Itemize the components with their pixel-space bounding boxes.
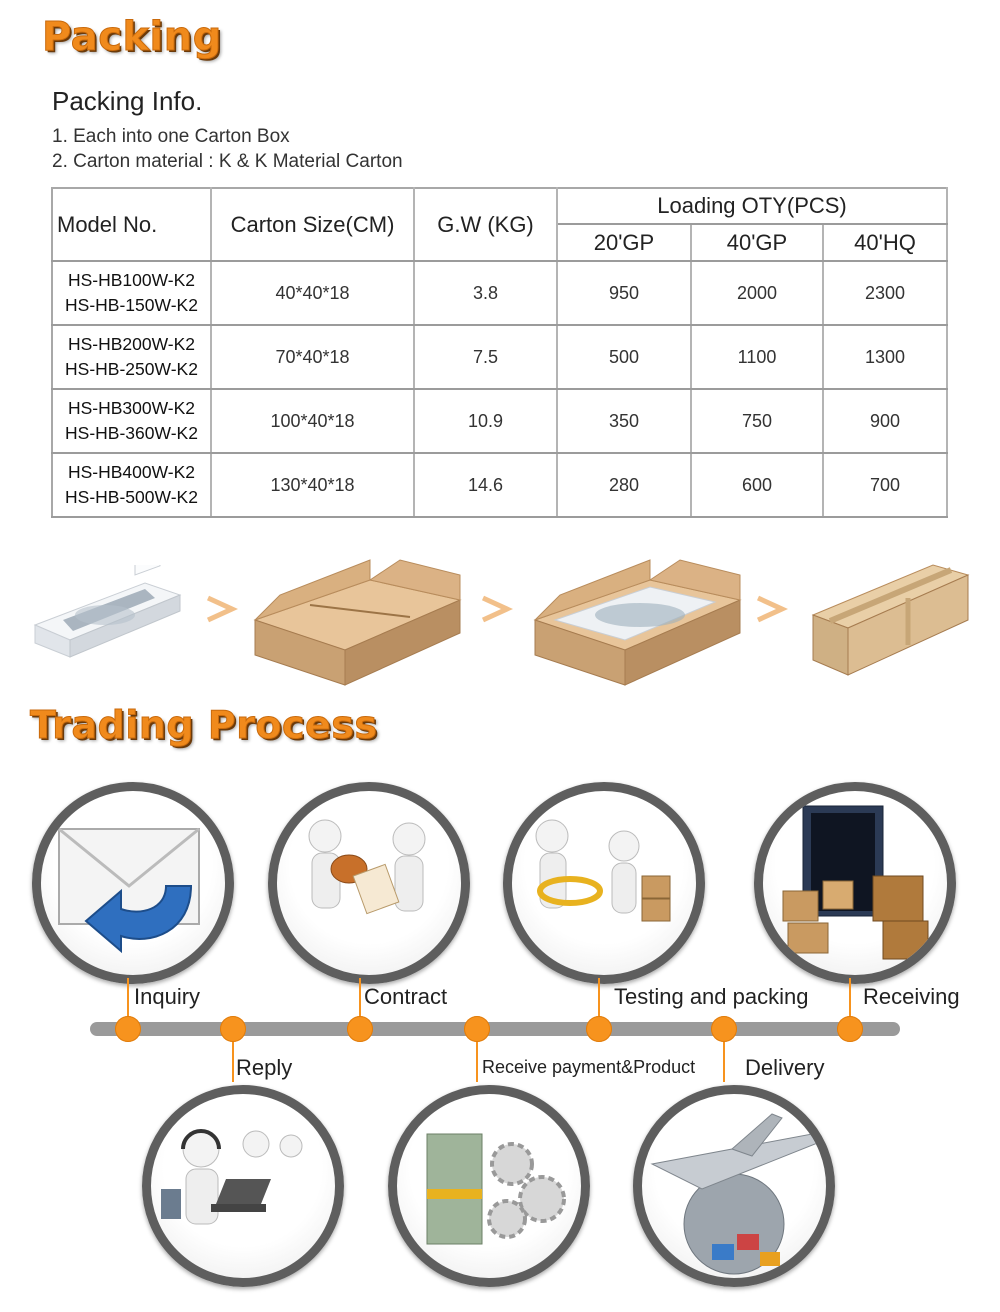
step-inquiry-label: Inquiry <box>134 984 201 1009</box>
packing-title: Packing <box>42 14 222 60</box>
envelope-icon <box>41 791 225 975</box>
model-name: HS-HB100W-K2 <box>67 270 196 290</box>
qty-20gp-cell: 950 <box>557 261 691 325</box>
table-row <box>52 389 947 453</box>
timeline-connector <box>723 1040 725 1082</box>
table-row <box>52 261 947 325</box>
chevron-right-icon <box>477 594 517 624</box>
step-reply-label: Reply <box>236 1055 293 1080</box>
timeline-bar <box>90 1022 900 1036</box>
step-contract-label: Contract <box>364 984 448 1009</box>
packing-line-2: 2. Carton material : K & K Material Carton <box>52 151 403 172</box>
header-carton-size: Carton Size(CM) <box>211 188 414 261</box>
gross-weight-cell: 10.9 <box>414 389 557 453</box>
model-name: HS-HB200W-K2 <box>67 334 196 354</box>
timeline-dot-delivery <box>711 1016 737 1042</box>
model-name: HS-HB-500W-K2 <box>65 487 198 507</box>
handshake-figures-icon <box>277 791 461 975</box>
reply-image <box>142 1085 344 1287</box>
header-40gp: 40'GP <box>691 224 823 261</box>
qty-40hq-cell: 900 <box>823 389 947 453</box>
step-delivery-label: Delivery <box>745 1055 825 1080</box>
airplane-globe-icon <box>642 1094 826 1278</box>
timeline-connector <box>359 978 361 1020</box>
delivery-image <box>633 1085 835 1287</box>
timeline-connector <box>232 1040 234 1082</box>
timeline-connector <box>598 978 600 1020</box>
trading-process-title: Trading Process <box>30 703 378 747</box>
model-name: HS-HB400W-K2 <box>67 462 196 482</box>
carton-size-cell: 130*40*18 <box>211 453 414 517</box>
model-cell <box>52 261 211 325</box>
qty-40gp-cell: 2000 <box>691 261 823 325</box>
packing-line-1: 1. Each into one Carton Box <box>52 126 290 147</box>
testing-packing-image <box>503 782 705 984</box>
timeline-dot-contract <box>347 1016 373 1042</box>
packed-carton-image <box>530 555 745 690</box>
carton-size-cell: 40*40*18 <box>211 261 414 325</box>
timeline-connector <box>476 1040 478 1082</box>
model-name: HS-HB-250W-K2 <box>65 359 198 379</box>
header-40hq: 40'HQ <box>823 224 947 261</box>
qty-40hq-cell: 2300 <box>823 261 947 325</box>
step-testing-label: Testing and packing <box>614 984 809 1009</box>
gross-weight-cell: 7.5 <box>414 325 557 389</box>
model-cell <box>52 389 211 453</box>
header-loading-qty: Loading OTY(PCS) <box>557 188 947 224</box>
container-boxes-icon <box>763 791 947 975</box>
qty-40hq-cell: 1300 <box>823 325 947 389</box>
timeline-dot-receiving <box>837 1016 863 1042</box>
contract-image <box>268 782 470 984</box>
model-cell <box>52 453 211 517</box>
call-center-icon <box>151 1094 335 1278</box>
packing-info-heading: Packing Info. <box>52 86 203 116</box>
qty-20gp-cell: 350 <box>557 389 691 453</box>
table-header-row <box>52 188 947 224</box>
model-name: HS-HB-150W-K2 <box>65 295 198 315</box>
step-payment-label: Receive payment&Product <box>482 1057 696 1077</box>
carton-size-cell: 100*40*18 <box>211 389 414 453</box>
chevron-right-icon <box>202 594 242 624</box>
payment-product-image <box>388 1085 590 1287</box>
magnifier-figures-icon <box>512 791 696 975</box>
carton-size-cell: 70*40*18 <box>211 325 414 389</box>
qty-20gp-cell: 500 <box>557 325 691 389</box>
gross-weight-cell: 3.8 <box>414 261 557 325</box>
qty-40gp-cell: 1100 <box>691 325 823 389</box>
timeline-connector <box>849 978 851 1020</box>
open-carton-image <box>250 555 465 690</box>
timeline-dot-reply <box>220 1016 246 1042</box>
header-model: Model No. <box>52 188 211 261</box>
wrapped-product-image <box>25 565 190 675</box>
timeline-dot-inquiry <box>115 1016 141 1042</box>
gross-weight-cell: 14.6 <box>414 453 557 517</box>
timeline-dot-payment <box>464 1016 490 1042</box>
model-name: HS-HB300W-K2 <box>67 398 196 418</box>
qty-40hq-cell: 700 <box>823 453 947 517</box>
header-gross-weight: G.W (KG) <box>414 188 557 261</box>
step-receiving-label: Receiving <box>863 984 960 1009</box>
qty-20gp-cell: 280 <box>557 453 691 517</box>
packing-table <box>51 187 948 518</box>
money-gears-icon <box>397 1094 581 1278</box>
timeline-dot-testing <box>586 1016 612 1042</box>
qty-40gp-cell: 750 <box>691 389 823 453</box>
chevron-right-icon <box>752 594 792 624</box>
sealed-carton-image <box>808 560 973 680</box>
qty-40gp-cell: 600 <box>691 453 823 517</box>
model-cell <box>52 325 211 389</box>
timeline-connector <box>127 978 129 1020</box>
table-row <box>52 453 947 517</box>
inquiry-image <box>32 782 234 984</box>
receiving-image <box>754 782 956 984</box>
header-20gp: 20'GP <box>557 224 691 261</box>
model-name: HS-HB-360W-K2 <box>65 423 198 443</box>
table-row <box>52 325 947 389</box>
